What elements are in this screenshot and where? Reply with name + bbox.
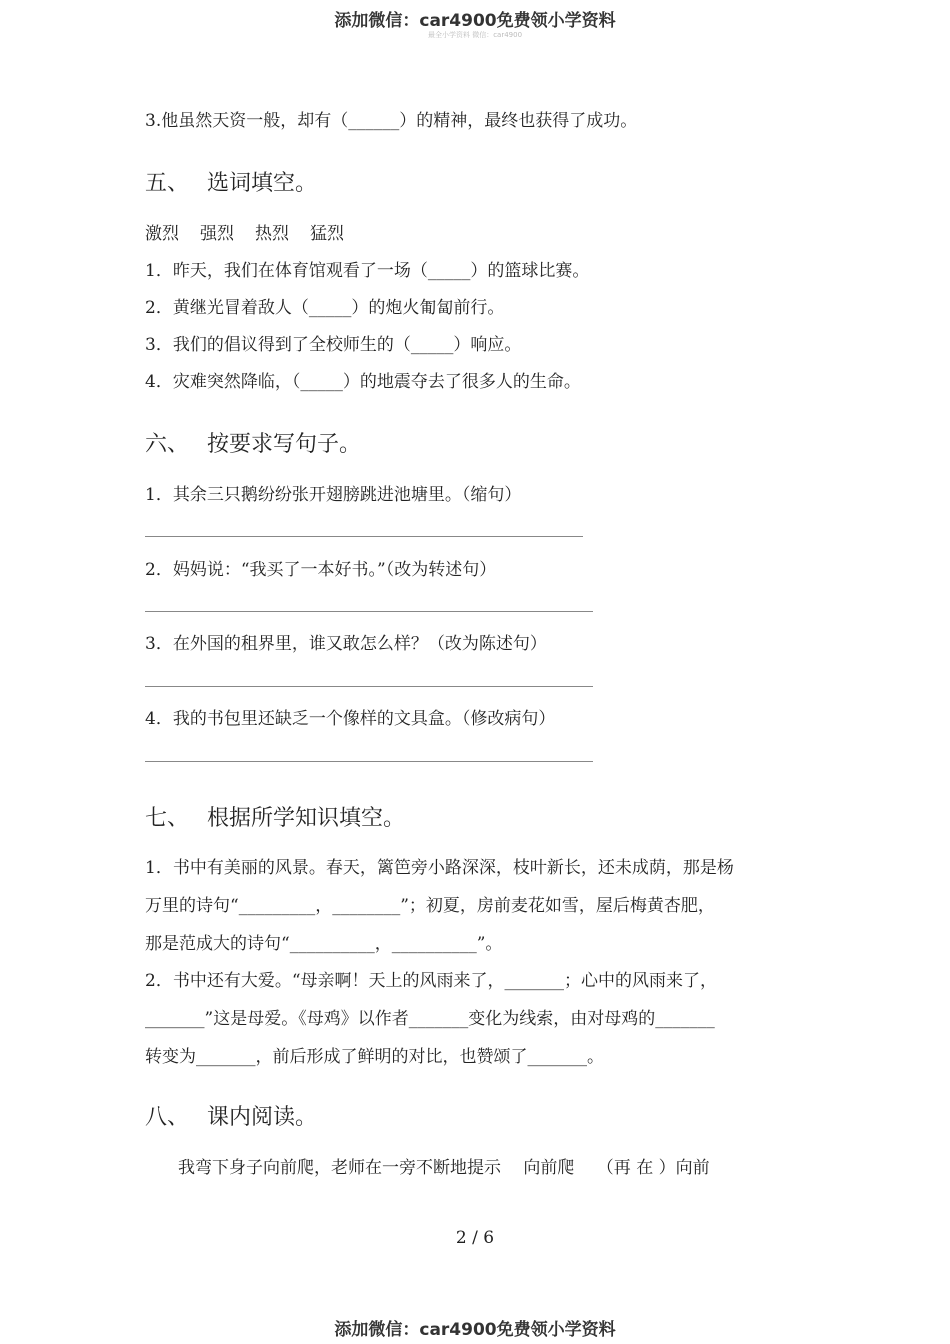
word-choice: 激烈: [145, 224, 179, 244]
rewrite-item-4: 4．我的书包里还缺乏一个像样的文具盒。（修改病句）: [145, 709, 556, 729]
knowledge-line-4: 2．书中还有大爱。“母亲啊！天上的风雨来了，_______；心中的风雨来了，: [145, 971, 718, 991]
section-title: 按要求写句子。: [207, 432, 362, 457]
section-number: 七、: [145, 806, 190, 831]
knowledge-line-6: 转变为_______，前后形成了鲜明的对比，也赞颂了_______。: [145, 1047, 604, 1067]
knowledge-line-2: 万里的诗句“_________，________”；初夏，房前麦花如雪，屋后梅黄杏肥，: [145, 896, 715, 916]
rewrite-item-1: 1．其余三只鹅纷纷张开翅膀跳进池塘里。（缩句）: [145, 485, 522, 505]
word-choice: 强烈: [200, 224, 234, 244]
section-number: 六、: [145, 432, 190, 457]
section-number: 八、: [145, 1105, 190, 1130]
section-title: 选词填空。: [207, 171, 318, 196]
reading-passage: 我弯下身子向前爬，老师在一旁不断地提示 向前爬 （再 在 ）向前: [178, 1158, 710, 1178]
section-7-heading: [145, 801, 405, 832]
watermark-top: 添加微信：car4900免费领小学资料: [334, 11, 616, 31]
section-title: 课内阅读。: [207, 1105, 318, 1130]
fill-item-4: 4．灾难突然降临，（_____）的地震夺去了很多人的生命。: [145, 372, 581, 392]
section-number: 五、: [145, 171, 190, 196]
watermark-subtext: 最全小学资料 微信：car4900: [427, 31, 523, 39]
fill-item-2: 2．黄继光冒着敌人（_____）的炮火匍匐前行。: [145, 298, 505, 318]
section-8-heading: [145, 1100, 317, 1131]
rewrite-item-3: 3．在外国的租界里，谁又敢怎么样？（改为陈述句）: [145, 634, 547, 654]
rewrite-item-2: 2．妈妈说：“我买了一本好书。”（改为转述句）: [145, 560, 497, 580]
answer-line: [145, 536, 583, 537]
section-title: 根据所学知识填空。: [207, 806, 406, 831]
answer-line: [145, 761, 593, 762]
section-6-heading: [145, 427, 361, 458]
word-choice: 热烈: [255, 224, 289, 244]
word-choice: 猛烈: [310, 224, 344, 244]
fill-item-1: 1．昨天，我们在体育馆观看了一场（_____）的篮球比赛。: [145, 261, 590, 281]
section-5-heading: [145, 166, 317, 197]
word-choices: [145, 219, 365, 244]
knowledge-line-1: 1．书中有美丽的风景。春天，篱笆旁小路深深，枝叶新长，还未成荫，那是杨: [145, 858, 734, 878]
prev-question-3: 3.他虽然天资一般，却有（______）的精神，最终也获得了成功。: [145, 111, 638, 131]
watermark-bottom: 添加微信：car4900免费领小学资料: [334, 1320, 616, 1340]
page-number: 2 / 6: [455, 1228, 495, 1248]
answer-line: [145, 611, 593, 612]
knowledge-line-5: _______”这是母爱。《母鸡》以作者_______变化为线索，由对母鸡的_______: [145, 1009, 715, 1029]
fill-item-3: 3．我们的倡议得到了全校师生的（_____）响应。: [145, 335, 522, 355]
answer-line: [145, 686, 593, 687]
knowledge-line-3: 那是范成大的诗句“__________，__________”。: [145, 934, 503, 954]
